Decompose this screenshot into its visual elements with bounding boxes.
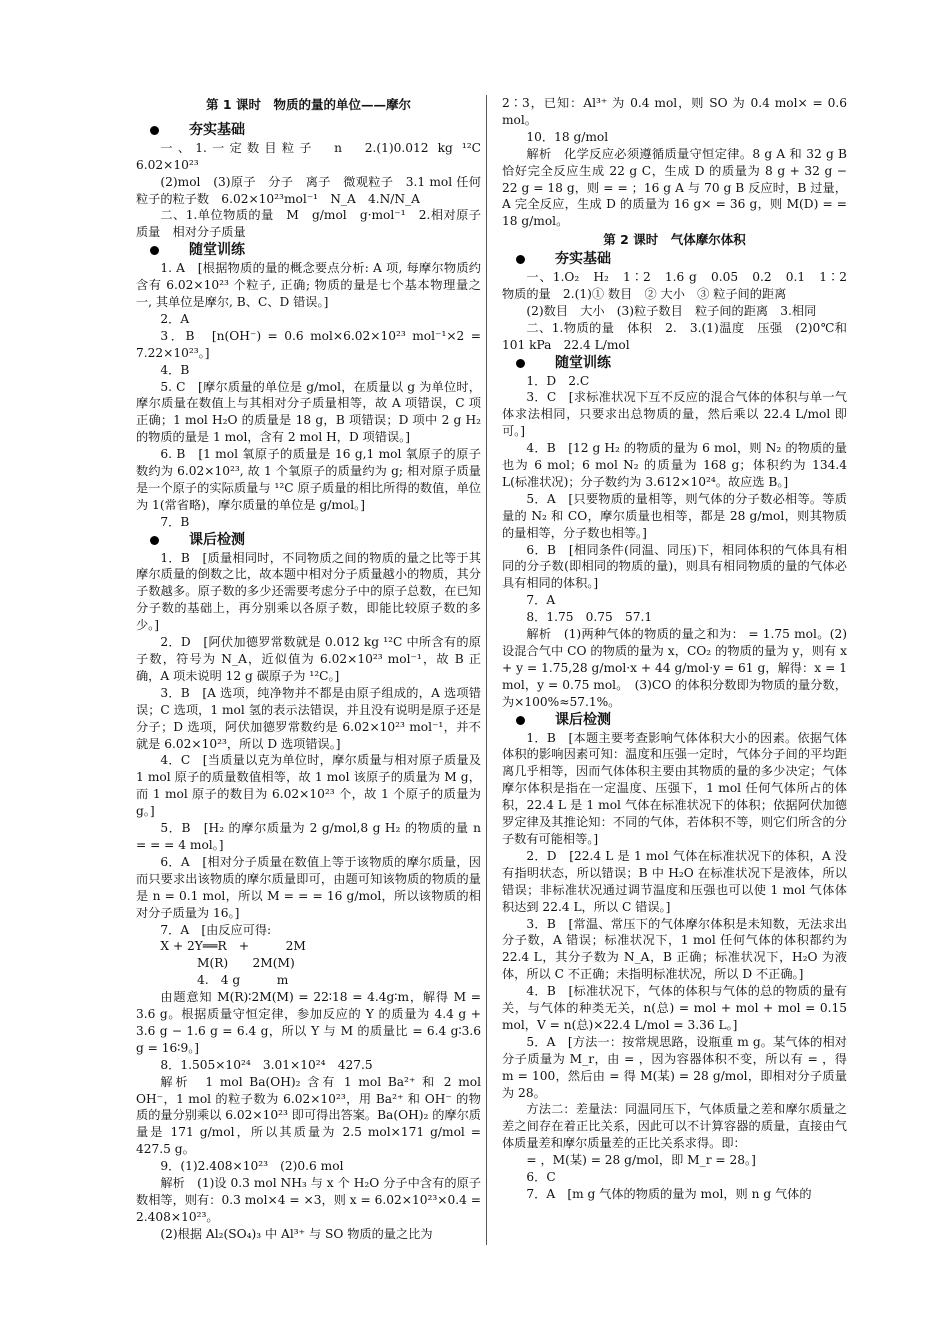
- answer-paragraph: 3．B [A 选项，纯净物并不都是由原子组成的，A 选项错误；C 选项，1 mol 氢的表示法错误，并且没有说明是原子还是分子；D 选项，阿伏加德罗常数约是 6.02×10²³ mol⁻¹，并不就是 6.02×10²³，所以 D 选项错误。]: [136, 685, 481, 751]
- answer-paragraph: (2)根据 Al₂(SO₄)₃ 中 Al³⁺ 与 SO 物质的量之比为: [160, 1226, 433, 1241]
- answer-paragraph: 方法二：差量法：同温同压下，气体质量之差和摩尔质量之差之间存在着正比关系，因此可以不计算容器的质量，直接由气体质量差和摩尔质量差的正比关系求得。即：: [502, 1102, 847, 1151]
- answer-paragraph: 2．A: [160, 311, 190, 326]
- left-column: [136, 95, 494, 1245]
- answer-paragraph: 3．B [常温、常压下的气体摩尔体积是未知数，无法求出分子数，A 错误；标准状况下，1 mol 任何气体的体积都约为 22.4 L，其分子数为 N_A，B 正确；标准状况下，H₂O 为液体，所以 C 不正确；未指明标准状况，所以 D 不正确。]: [502, 916, 847, 982]
- section-block: [502, 712, 847, 1203]
- answer-paragraph: 5．B [H₂ 的摩尔质量为 2 g/mol,8 g H₂ 的物质的量 n = = = 4 mol。]: [136, 821, 481, 852]
- answer-paragraph: 7．A: [526, 593, 556, 608]
- answer-paragraph: 1．D 2.C: [526, 373, 590, 388]
- answer-paragraph: 1. A [根据物质的量的概念要点分析: A 项, 每摩尔物质约含有 6.02×10²³ 个粒子, 正确; 物质的量是七个基本物理量之一, 其单位是摩尔, B、C、D 错误。]: [136, 261, 481, 309]
- answer-paragraph: 4．B [12 g H₂ 的物质的量为 6 mol，则 N₂ 的物质的量也为 6 mol；6 mol N₂ 的质量为 168 g；体积约为 134.4 L(标准状况)；分子数约为 3.612×10²⁴。故应选 B。]: [502, 441, 847, 489]
- lesson-2-title: 第 2 课时 气体摩尔体积: [603, 232, 746, 248]
- answer-paragraph: (2)数目 大小 (3)粒子数目 粒子间的距离 3.相同: [526, 303, 817, 318]
- answer-paragraph: 二、1.单位物质的量 M g/mol g·mol⁻¹ 2.相对原子质量 相对分子质量: [136, 208, 481, 240]
- answer-paragraph: = ，M(某) = 28 g/mol，即 M_r = 28。]: [526, 1153, 756, 1168]
- answer-paragraph: 由题意知 M(R)∶2M(M) = 22∶18 = 4.4g∶m，解得 M = 3.6 g。根据质量守恒定律，参加反应的 Y 的质量为 4.4 g + 3.6 g − 1.6 g = 6.4 g，所以 Y 与 M 的质量比 = 6.4 g∶3.6 g = 16∶9。]: [136, 990, 481, 1055]
- answer-paragraph: 5．A [只要物质的量相等，则气体的分子数必相等。等质量的 N₂ 和 CO，摩尔质量也相等，都是 28 g/mol，则其物质的量相等，分子数也相等。]: [502, 491, 847, 540]
- answer-paragraph: 7．A [m g 气体的物质的量为 mol，则 n g 气体的: [526, 1187, 812, 1201]
- section-heading: 课后检测: [502, 712, 847, 729]
- answer-paragraph: 6．B [相同条件(同温、同压)下，相同体积的气体具有相同的分子数(即相同的物质的量)，则具有相同物质的量的气体必具有相同的体积。]: [502, 542, 847, 591]
- section-block: [502, 251, 860, 353]
- answer-paragraph: 9．(1)2.408×10²³ (2)0.6 mol: [160, 1159, 344, 1174]
- answer-paragraph: 7．B: [160, 514, 190, 529]
- bullet-icon: [150, 246, 159, 255]
- right-column: [502, 95, 860, 1245]
- section-heading: 随堂训练: [136, 242, 481, 259]
- answer-paragraph: 解析 (1)设 0.3 mol NH₃ 与 x 个 H₂O 分子中含有的原子数相等，则有：0.3 mol×4 = ×3，则 x = 6.02×10²³×0.4 = 2.408×10²³。: [136, 1176, 481, 1224]
- section-heading: 夯实基础: [502, 251, 847, 268]
- answer-paragraph: 4．B: [160, 362, 190, 377]
- answer-paragraph: 3．B [n(OH⁻) = 0.6 mol×6.02×10²³ mol⁻¹×2 = 7.22×10²³。]: [136, 328, 481, 360]
- answer-paragraph: (2)mol (3)原子 分子 离子 微观粒子 3.1 mol 任何粒子的粒子数 6.02×10²³mol⁻¹ N_A 4.N/N_A: [136, 174, 481, 206]
- answer-paragraph: 解析 化学反应必须遵循质量守恒定律。8 g A 和 32 g B 恰好完全反应生成 22 g C，生成 D 的质量为 8 g + 32 g − 22 g = 18 g，则 = = ；16 g A 与 70 g B 反应时，B 过量，A 完全反应，生成 D 的质量为 16 g× = 36 g，则 M(D) = = 18 g/mol。: [502, 146, 847, 229]
- section-block: [136, 242, 481, 530]
- answer-paragraph: 6．A [相对分子质量在数值上等于该物质的摩尔质量，因而只要求出该物质的摩尔质量即可，由题可知该物质的物质的量是 n = 0.1 mol，所以 M = = = 16 g/mol，所以该物质的相对分子质量为 16。]: [136, 854, 481, 920]
- section-block: [136, 532, 481, 1243]
- equation-line: 4. 4 g m: [196, 973, 289, 988]
- answer-paragraph: 5．A [方法一：按常规思路，设瓶重 m g。某气体的相对分子质量为 M_r，由 = ，因为容器体积不变，所以有 = ，得 m = 100，然后由 = 得 M(某) = 28 g/mol，即相对分子质量为 28。: [502, 1034, 847, 1100]
- bullet-icon: [516, 255, 525, 264]
- column-divider: [486, 95, 487, 1245]
- answer-paragraph: 2．D [阿伏加德罗常数就是 0.012 kg ¹²C 中所含有的原子数，符号为 N_A，近似值为 6.02×10²³ mol⁻¹，故 B 正确，A 项未说明 12 g 碳原子为 ¹²C。]: [136, 635, 481, 683]
- answer-paragraph: 7．A [由反应可得:: [160, 922, 272, 937]
- section-heading: 课后检测: [136, 532, 481, 549]
- section-block: [502, 355, 847, 711]
- answer-paragraph: 2∶3，已知：Al³⁺ 为 0.4 mol，则 SO 为 0.4 mol× = 0.6 mol。: [502, 96, 847, 127]
- section-block: [136, 121, 494, 241]
- answer-paragraph: 1．B [质量相同时，不同物质之间的物质的量之比等于其摩尔质量的倒数之比，故本题中相对分子质量越小的物质，其分子数越多。原子数的多少还需要考虑分子中的原子总数，在已知分子数的基础上，再分别乘以各原子数，即能比较原子数的多少。]: [136, 550, 481, 633]
- answer-paragraph: 二、1.物质的量 体积 2. 3.(1)温度 压强 (2)0℃和 101 kPa 22.4 L/mol: [502, 320, 847, 352]
- answer-paragraph: 4．C [当质量以克为单位时，摩尔质量与相对原子质量及 1 mol 原子的质量数值相等，故 1 mol 该原子的质量为 M g，而 1 mol 原子的数目为 6.02×10²³ 个，故 1 个原子的质量为 g。]: [136, 753, 481, 819]
- answer-paragraph: 一、1.O₂ H₂ 1∶2 1.6 g 0.05 0.2 0.1 1∶2 物质的量 2.(1)① 数目 ② 大小 ③ 粒子间的距离: [502, 270, 860, 301]
- answer-paragraph: 5. C [摩尔质量的单位是 g/mol，在质量以 g 为单位时，摩尔质量在数值上与其相对分子质量相等，故 A 项错误，C 项正确；1 mol H₂O 的质量是 18 g，B 项错误；D 项中 2 g H₂ 的物质的量是 1 mol，含有 2 mol H，D 项错误。]: [136, 379, 481, 445]
- answer-paragraph: 解析 (1)两种气体的物质的量之和为： = 1.75 mol。(2)设混合气中 CO 的物质的量为 x，CO₂ 的物质的量为 y，则有 x + y = 1.75,28 g/mol·x + 44 g/mol·y = 61 g，解得：x = 1 mol，y = 0.75 mol。 (3)CO 的体积分数即为物质的量分数，为×100%≈57.1%。: [502, 627, 847, 709]
- bullet-icon: [516, 716, 525, 725]
- equation-line: M(R) 2M(M): [196, 956, 295, 971]
- section-heading: 随堂训练: [502, 355, 847, 372]
- answer-paragraph: 6. B [1 mol 氧原子的质量是 16 g,1 mol 氧原子的原子数约为 6.02×10²³, 故 1 个氧原子的质量约为 g; 相对原子质量是一个原子的实际质量与 ¹²C 原子质量的相比所得的数值，单位为 1(常省略)，摩尔质量的单位是 g/mol。]: [136, 447, 481, 512]
- answer-paragraph: 8．1.505×10²⁴ 3.01×10²⁴ 427.5: [160, 1057, 373, 1072]
- answer-paragraph: 4．B [标准状况下，气体的体积与气体的总的物质的量有关，与气体的种类无关，n(总) = mol + mol + mol = 0.15 mol，V = n(总)×22.4 L/mol = 3.36 L。]: [502, 984, 847, 1032]
- bullet-icon: [150, 536, 159, 545]
- bullet-icon: [516, 359, 525, 368]
- answer-paragraph: 10．18 g/mol: [526, 129, 609, 144]
- answer-paragraph: 1．B [本题主要考查影响气体体积大小的因素。依据气体体积的影响因素可知：温度和压强一定时，气体分子间的平均距离几乎相等，因而气体体积主要由其物质的量的多少决定；气体摩尔体积是指在一定温度、压强下，1 mol 任何气体所占的体积，22.4 L 是 1 mol 气体在标准状况下的体积；依据阿伏加德罗定律及其推论知：不同的气体，若体积不等，则它们所含的分子数有可能相等。]: [502, 730, 847, 846]
- answer-paragraph: 2．D [22.4 L 是 1 mol 气体在标准状况下的体积，A 没有指明状态，所以错误；B 中 H₂O 在标准状况下是液体，所以错误；非标准状况通过调节温度和压强也可以使 1 mol 气体体积达到 22.4 L，所以 C 错误。]: [502, 848, 847, 914]
- equation-line: X + 2Y══R + 2M: [160, 939, 306, 954]
- answer-paragraph: 8．1.75 0.75 57.1: [526, 610, 653, 625]
- bullet-icon: [150, 126, 159, 135]
- lesson-1-title: 第 1 课时 物质的量的单位——摩尔: [206, 97, 411, 112]
- answer-paragraph: 一、1.一定数目粒子 n 2.(1)0.012 kg ¹²C 6.02×10²³: [136, 140, 494, 172]
- section-heading: 夯实基础: [136, 122, 481, 139]
- answer-paragraph: 3．C [求标准状况下互不反应的混合气体的体积与单一气体求法相同，只要求出总物质的量，然后乘以 22.4 L/mol 即可。]: [502, 390, 847, 439]
- answer-paragraph: 解析 1 mol Ba(OH)₂ 含有 1 mol Ba²⁺ 和 2 mol OH⁻，1 mol 的粒子数为 6.02×10²³，用 Ba²⁺ 和 OH⁻ 的物质的量分别乘以 6.02×10²³ 即可得出答案。Ba(OH)₂ 的摩尔质量是 171 g/mol，所以其质量为 2.5 mol×171 g/mol = 427.5 g。: [136, 1074, 481, 1157]
- answer-paragraph: 6．C: [526, 1170, 556, 1185]
